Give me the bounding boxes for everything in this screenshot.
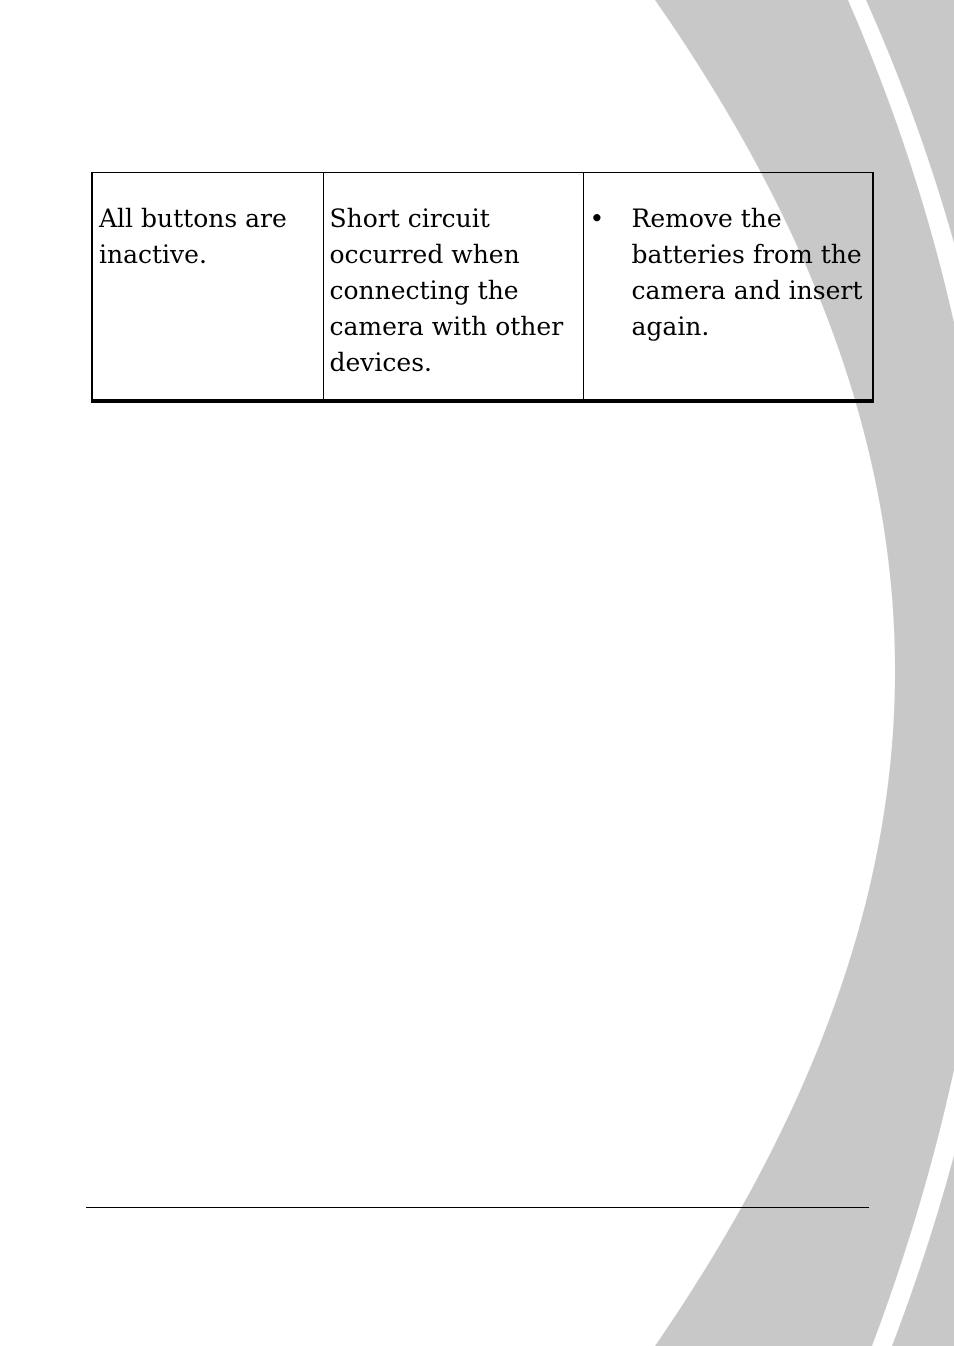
solution-list	[590, 201, 867, 345]
troubleshooting-table	[91, 172, 874, 403]
solution-item	[590, 201, 867, 345]
bullet-icon: •	[589, 204, 605, 233]
problem-text: All buttons are inactive.	[99, 204, 287, 269]
cause-cell	[323, 173, 583, 402]
problem-cell	[92, 173, 323, 402]
table-row	[92, 173, 873, 402]
footer-divider	[86, 1207, 869, 1208]
solution-text: Remove the batteries from the camera and insert again.	[631, 204, 863, 341]
cause-text: Short circuit occurred when connecting the camera with other devices.	[329, 204, 564, 377]
solution-cell	[583, 173, 873, 402]
